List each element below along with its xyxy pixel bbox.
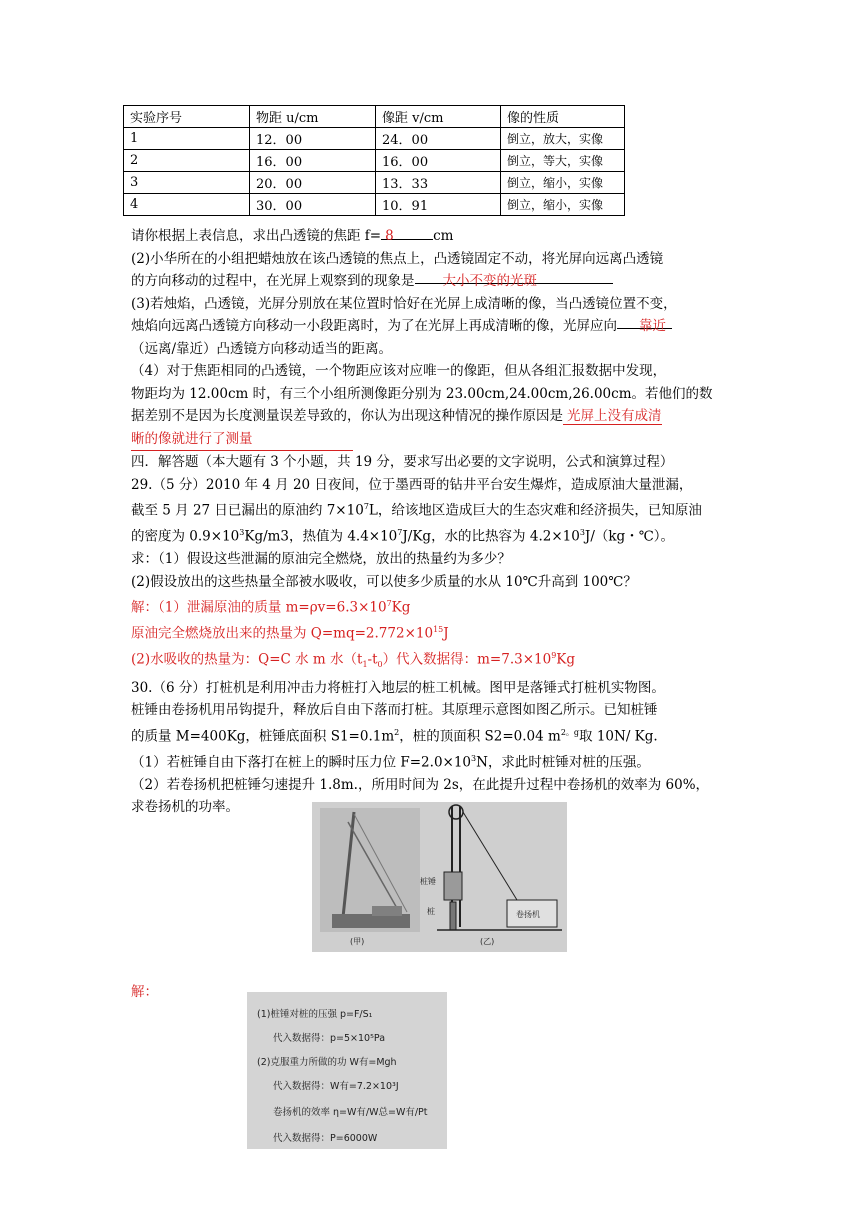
p30-line3-text: 取 10N/ Kg. bbox=[579, 728, 658, 745]
q2-line2 bbox=[131, 270, 741, 293]
q4-text: 据差别不是因为长度测量误差导致的，你认为出现这种情况的操作原因是 bbox=[131, 408, 563, 424]
table-row bbox=[124, 194, 625, 216]
p29-line3-text: Kg/m3，热值为 4.4×10 bbox=[244, 528, 398, 545]
p29-subscript: 1 bbox=[362, 660, 368, 670]
table-cell: 倒立，放大，实像 bbox=[501, 128, 625, 150]
p30-line1: 30.（6 分）打桩机是利用冲击力将桩打入地层的桩工机械。图甲是落锤式打桩机实物图。 bbox=[131, 679, 665, 696]
q3-answer-blank bbox=[617, 315, 672, 334]
p29-exponent: 3 bbox=[239, 528, 245, 537]
q2-answer: 大小不变的光斑 bbox=[442, 273, 537, 289]
p30-line4-text: N，求此时桩锤对桩的压强。 bbox=[476, 754, 650, 771]
p29-sol-text: (2)水吸收的热量为：Q=C 水 m 水（t bbox=[131, 651, 363, 668]
table-cell: 10．91 bbox=[376, 194, 501, 216]
label-hammer: 桩锤 bbox=[420, 877, 436, 886]
table-cell: 4 bbox=[124, 194, 250, 216]
experiment-table bbox=[123, 105, 625, 216]
p29-line2-text: L，给该地区造成巨大的生态灾难和经济损失，已知原油 bbox=[368, 502, 702, 519]
p29-line3 bbox=[131, 522, 741, 548]
p30-line3-text: ，桩的顶面积 S2=0.04 m bbox=[399, 728, 561, 745]
table-cell: 倒立，缩小，实像 bbox=[501, 194, 625, 216]
p30-exponent: 2。g bbox=[560, 727, 580, 737]
table-header: 物距 u/cm bbox=[250, 106, 376, 128]
table-header-row bbox=[124, 106, 625, 128]
label-jia: (甲) bbox=[350, 937, 365, 946]
pile-driver-figure bbox=[312, 802, 567, 952]
table-cell: 16．00 bbox=[250, 150, 376, 172]
solution-scan-image bbox=[247, 992, 447, 1149]
q1-text: 请你根据上表信息，求出凸透镜的焦距 f= bbox=[131, 228, 382, 244]
solution-line: 代入数据得：p=5×10⁵Pa bbox=[273, 1033, 386, 1044]
table-header: 像的性质 bbox=[501, 106, 625, 128]
p30-line6: 求卷扬机的功率。 bbox=[131, 799, 239, 816]
label-winch: 卷扬机 bbox=[516, 910, 540, 919]
table-row bbox=[124, 172, 625, 194]
p29-exponent: 7 bbox=[386, 599, 392, 608]
p29-sol-text: Kg bbox=[556, 651, 576, 668]
q4-line2: 物距均为 12.00cm 时，有三个小组所测像距分别为 23.00cm,24.00cm,26.00cm。若他们的数 bbox=[131, 385, 713, 402]
q4-line4 bbox=[131, 428, 741, 452]
p30-line5: （2）若卷扬机把桩锤匀速提升 1.8m.，所用时间为 2s，在此提升过程中卷扬机的效率为 60%， bbox=[131, 776, 710, 793]
table-cell: 3 bbox=[124, 172, 250, 194]
q1-unit: cm bbox=[433, 228, 454, 244]
p29-solution2 bbox=[131, 619, 741, 645]
table-cell: 倒立，等大，实像 bbox=[501, 150, 625, 172]
p30-exponent: 2 bbox=[394, 727, 400, 737]
label-yi: (乙) bbox=[480, 937, 495, 946]
p29-subscript: 0 bbox=[377, 660, 383, 670]
p29-solution1 bbox=[131, 593, 741, 619]
p29-line3-text: 的密度为 0.9×10 bbox=[131, 528, 240, 545]
p29-exponent: 3 bbox=[579, 528, 585, 537]
p29-exponent: 7 bbox=[397, 528, 403, 537]
table-cell: 1 bbox=[124, 128, 250, 150]
q4-line3 bbox=[131, 405, 741, 428]
table-cell: 13．33 bbox=[376, 172, 501, 194]
p29-sol-text: J bbox=[443, 625, 449, 642]
p30-line4-text: （1）若桩锤自由下落打在桩上的瞬时压力位 F=2.0×10 bbox=[131, 754, 472, 771]
q3-text: 烛焰向远离凸透镜方向移动一小段距离时，为了在光屏上再成清晰的像，光屏应向 bbox=[131, 318, 617, 334]
table-cell: 2 bbox=[124, 150, 250, 172]
p29-ask2: (2)假设放出的这些热量全部被水吸收，可以使多少质量的水从 10℃升高到 100℃？ bbox=[131, 573, 637, 590]
q4-answer-b: 晰的像就进行了测量 bbox=[131, 428, 353, 452]
q3-line2 bbox=[131, 315, 741, 338]
q1-answer: 8 bbox=[385, 228, 394, 244]
table-cell: 30．00 bbox=[250, 194, 376, 216]
table-cell: 20．00 bbox=[250, 172, 376, 194]
solution-label: 解： bbox=[131, 984, 158, 1000]
q3-line1: (3)若烛焰，凸透镜，光屏分别放在某位置时恰好在光屏上成清晰的像，当凸透镜位置不变， bbox=[131, 295, 677, 312]
q2-text: 的方向移动的过程中，在光屏上观察到的现象是 bbox=[131, 273, 415, 289]
q2-answer-blank bbox=[415, 270, 613, 289]
table-header: 实验序号 bbox=[124, 106, 250, 128]
p29-sol-text: ）代入数据得：m=7.3×10 bbox=[382, 651, 552, 668]
p29-sol-text: Kg bbox=[391, 599, 411, 616]
p29-line3-text: J/（kg・℃）。 bbox=[584, 528, 675, 545]
p29-line3-text: J/Kg，水的比热容为 4.2×10 bbox=[402, 528, 580, 545]
q4-answer-a: 光屏上没有成清 bbox=[563, 408, 662, 425]
questions-block bbox=[131, 225, 741, 819]
q1-line bbox=[131, 225, 741, 248]
q3-answer: 靠近 bbox=[639, 318, 666, 334]
p30-exponent: 3 bbox=[471, 753, 477, 763]
p29-line1: 29.（5 分）2010 年 4 月 20 日夜间，位于墨西哥的钻井平台安生爆炸，造成原油大量泄漏， bbox=[131, 476, 693, 493]
table-cell: 16．00 bbox=[376, 150, 501, 172]
p29-exponent: 7 bbox=[363, 502, 369, 511]
p29-sol-text: -t bbox=[367, 651, 378, 668]
p30-line4 bbox=[131, 748, 741, 774]
p29-exponent: 15 bbox=[433, 625, 444, 634]
solution-line: 卷扬机的效率 η=W有/W总=W有/Pt bbox=[273, 1107, 428, 1118]
table-header: 像距 v/cm bbox=[376, 106, 501, 128]
p30-line3-text: 的质量 M=400Kg，桩锤底面积 S1=0.1m bbox=[131, 728, 395, 745]
q4-line1: （4）对于焦距相同的凸透镜，一个物距应该对应唯一的像距，但从各组汇报数据中发现， bbox=[131, 363, 667, 379]
p30-line3 bbox=[131, 722, 741, 748]
solution-line: 代入数据得：P=6000W bbox=[273, 1133, 378, 1144]
table-cell: 倒立，缩小，实像 bbox=[501, 172, 625, 194]
table-cell: 24．00 bbox=[376, 128, 501, 150]
p29-ask1: 求：（1）假设这些泄漏的原油完全燃烧，放出的热量约为多少？ bbox=[131, 551, 511, 567]
p29-exponent: 9 bbox=[551, 651, 557, 660]
solution-line: (2)克服重力所做的功 W有=Mgh bbox=[257, 1057, 397, 1068]
pile-driver-illustration bbox=[312, 802, 567, 952]
table-row bbox=[124, 150, 625, 172]
p29-sol-text: 原油完全燃烧放出来的热量为 Q=mq=2.772×10 bbox=[131, 625, 434, 642]
table-cell: 12．00 bbox=[250, 128, 376, 150]
table-row bbox=[124, 128, 625, 150]
solution-line: 代入数据得：W有=7.2×10³J bbox=[273, 1081, 399, 1092]
p30-line2: 桩锤由卷扬机用吊钩提升，释放后自由下落而打桩。其原理示意图如图乙所示。已知桩锤 bbox=[131, 702, 658, 719]
p29-line2 bbox=[131, 496, 741, 522]
p29-solution3 bbox=[131, 645, 741, 677]
q2-line1: (2)小华所在的小组把蜡烛放在该凸透镜的焦点上，凸透镜固定不动，将光屏向远离凸透镜 bbox=[131, 250, 664, 267]
section-heading: 四．解答题（本大题有 3 个小题，共 19 分，要求写出必要的文字说明，公式和演算过程） bbox=[131, 454, 674, 470]
label-pile: 桩 bbox=[427, 907, 435, 916]
q1-answer-blank bbox=[381, 225, 433, 244]
solution-line: (1)桩锤对桩的压强 p=F/S₁ bbox=[257, 1009, 373, 1020]
q3-line3: （远离/靠近）凸透镜方向移动适当的距离。 bbox=[131, 340, 393, 357]
p29-line2-text: 截至 5 月 27 日已漏出的原油约 7×10 bbox=[131, 502, 364, 519]
p29-sol-text: 解：（1）泄漏原油的质量 m=ρv=6.3×10 bbox=[131, 599, 387, 616]
